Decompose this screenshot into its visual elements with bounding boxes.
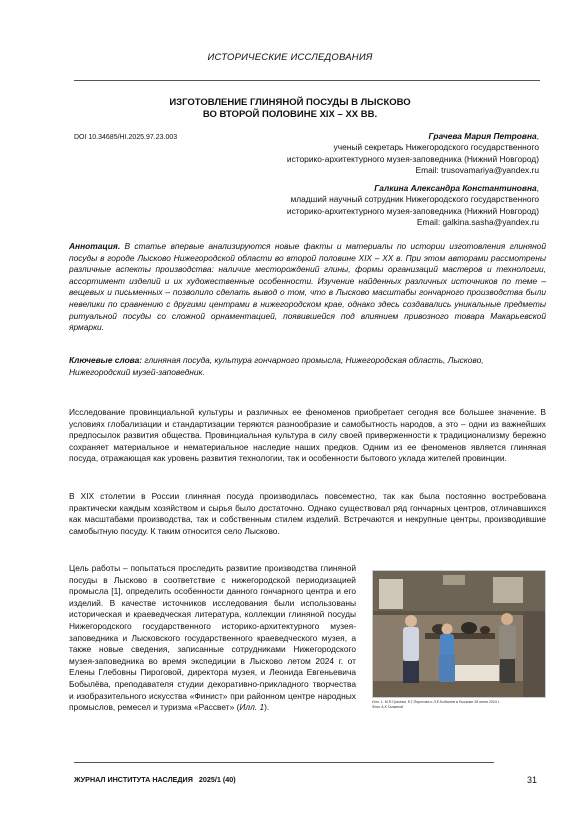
abstract [69, 241, 546, 334]
author-affiliation: историко-архитектурного музея-заповедника (Нижний Новгород) [286, 205, 539, 216]
paragraph-2: В XIX столетии в России глиняная посуда производилась повсеместно, так как была постоянно востребована практически каждым хозяйством и сырья было достаточно. Однако существовал ряд гончарных центров, отличавшихся как масштабами производства, так и собственным стилем изделий. Встречаются и некрупные центры, производившие самобытную посуду. К таким относится село Лысково. [69, 491, 546, 536]
author-position: младший научный сотрудник Нижегородского государственного [290, 194, 539, 205]
article-title [90, 97, 490, 120]
author-name: Грачева Мария Петровна [428, 131, 537, 141]
doi: DOI 10.34685/HI.2025.97.23.003 [74, 134, 178, 141]
page-number: 31 [527, 775, 538, 785]
title-line-2: ВО ВТОРОЙ ПОЛОВИНЕ XIX – XX ВВ. [202, 108, 378, 120]
caption-text: Илл. 1. М.П.Грачева, Е.Г.Пирогова и Л.Е.Бобылев в Лыскове 28 июня 2024 г. [372, 700, 500, 704]
figure-caption [372, 700, 544, 709]
photo-credit: Фото А.К.Галкиной [372, 704, 404, 709]
paragraph-1: Исследование провинциальной культуры и различных ее феноменов приобретает сегодня все большее значение. В условиях глобализации и стандартизации теряются разнообразие и самобытность народов, а это – одни из важнейших предпосылок развития общества. Провинциальная культура в силу своей приверженности к традиционализму бережно сохраняет материальное и нематериальное наследие наших предков. Одним из ее феноменов является глиняная посуда, отражающая как уровень развития технологии, так и особенности бытового уклада жителей провинции. [69, 407, 546, 464]
keywords [69, 355, 546, 378]
section-heading: ИСТОРИЧЕСКИЕ ИССЛЕДОВАНИЯ [207, 52, 373, 63]
keywords-label: Ключевые слова: [69, 355, 143, 365]
journal-footer: ЖУРНАЛ ИНСТИТУТА НАСЛЕДИЯ 2025/1 (40) [74, 775, 236, 784]
paragraph-3 [69, 563, 356, 714]
author-email[interactable]: Email: galkina.sasha@yandex.ru [416, 217, 539, 228]
author-block-1: Грачева Мария Петровна, ученый секретарь Нижегородского государственного историко-архитектурного музея-заповедника (Нижний Новгород) Email: trusovamariya@yandex.ru [219, 131, 539, 177]
author-email[interactable]: Email: trusovamariya@yandex.ru [415, 165, 539, 176]
footer-divider [74, 762, 494, 763]
author-position: ученый секретарь Нижегородского государственного [333, 142, 539, 153]
title-line-1: ИЗГОТОВЛЕНИЕ ГЛИНЯНОЙ ПОСУДЫ В ЛЫСКОВО [169, 97, 411, 108]
museum-photo-illustration [373, 571, 545, 697]
paragraph-3-end: ). [264, 702, 270, 713]
author-name: Галкина Александра Константиновна [374, 183, 537, 193]
author-block-2: Галкина Александра Константиновна, младший научный сотрудник Нижегородского государственного историко-архитектурного музея-заповедника (Нижний Новгород) Email: galkina.sasha@yandex.ru [219, 183, 539, 229]
figure-reference[interactable]: Илл. 1 [239, 702, 265, 713]
keywords-text: глиняная посуда, культура гончарного промысла, Нижегородская область, Лысково, Нижегородский музей-заповедник. [69, 355, 484, 377]
abstract-label: Аннотация. [69, 241, 121, 251]
author-affiliation: историко-архитектурного музея-заповедника (Нижний Новгород) [286, 153, 539, 164]
header-divider [74, 80, 540, 81]
paragraph-3-text: Цель работы – попытаться проследить развитие производства глиняной посуды в Лысково в соответствие с нижегородской периодизацией промысла [1], определить особенности данного гончарного центра и его изделий. В качестве источников исследования были использованы историческая и краеведческая литература, коллекции глиняной посуды Нижегородского государственного историко-архитектурного музея-заповедника и Лысковского государственного краеведческого музея, а также новые сведения, записанные сотрудниками Нижегородского музея-заповедника во время экспедиции в Лысково летом 2024 г. от Елены Глебовны Пироговой, директора музея, и Леонида Евгеньевича Бобылёва, преподавателя студии декоративно-прикладного творчества и изобразительного искусства «Финист» при районном центре народных промыслов, ремесел и туризма «Рассвет» ( [69, 563, 356, 713]
abstract-text: В статье впервые анализируются новые факты и материалы по истории изготовления глиняной посуды в городе Лысково Нижегородской области во второй половине XIX – XX в. При этом авторами рассмотрены различные аспекты производства: наличие месторождений глины, формы организаций мастеров и технологии, ассортимент изделий и их художественные особенности. Изучение найденных различных источников по теме – вещевых и письменных – позволило сделать вывод о том, что в Лысково масштабы гончарного производства были невелики по сравнению с другими центрами в нижегородском крае, однако здесь создавались уникальные предметы ритуальной посуды со сложной орнаментацией, появившейся под влиянием привозного товара Макарьевской ярмарки. [69, 241, 546, 333]
figure-photo [372, 570, 546, 698]
